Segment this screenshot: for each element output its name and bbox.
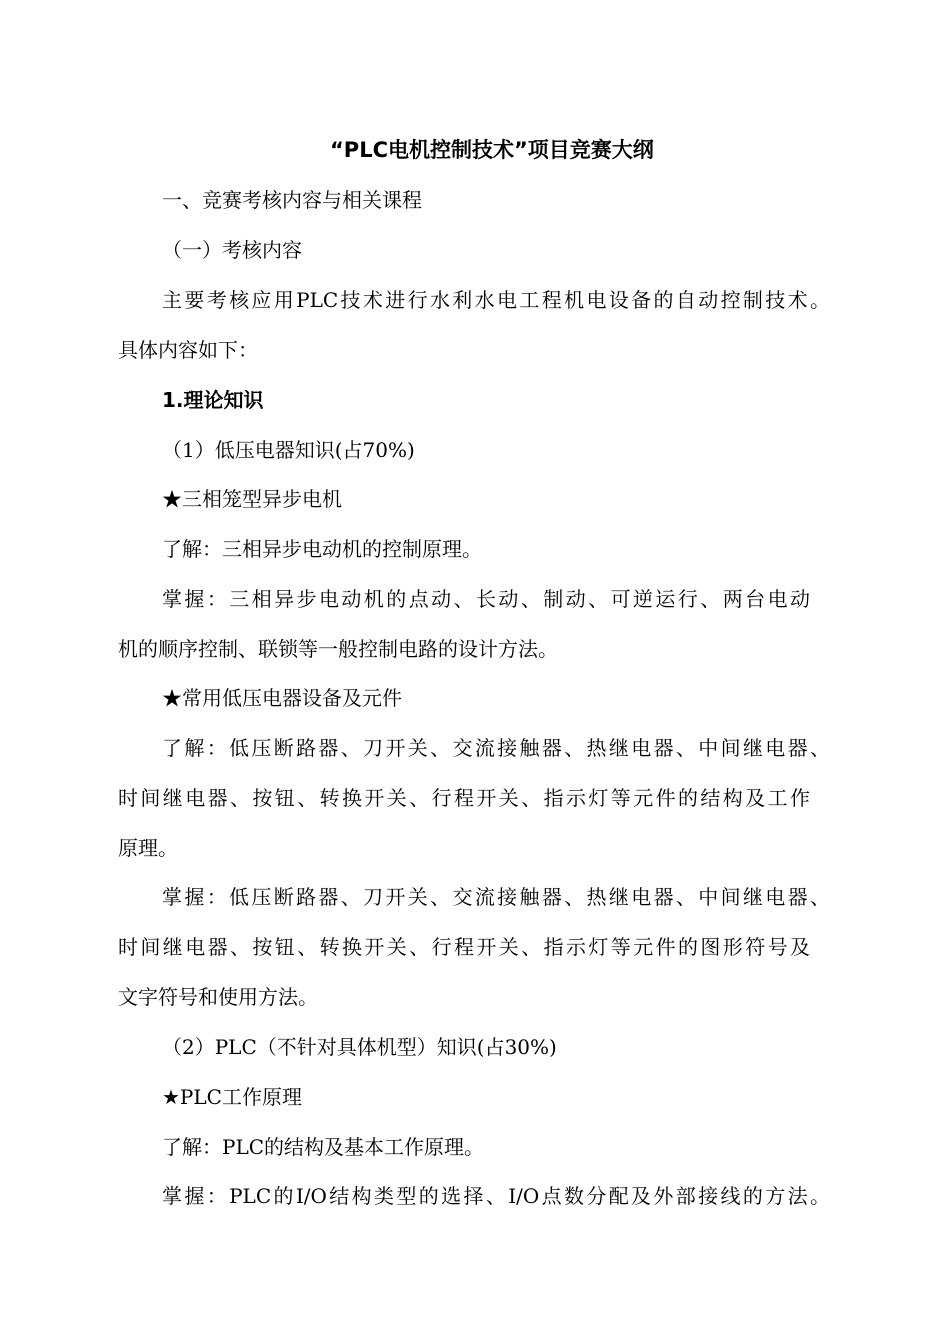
paragraph-line: 文字符号和使用方法。 [118,985,318,1009]
section-heading: 一、竞赛考核内容与相关课程 [162,188,422,212]
paragraph-line: 掌握：低压断路器、刀开关、交流接触器、热继电器、中间继电器、 [162,885,830,909]
paragraph-line: 主要考核应用PLC技术进行水利水电工程机电设备的自动控制技术。 [162,288,830,312]
paragraph-line: 了解：低压断路器、刀开关、交流接触器、热继电器、中间继电器、 [162,736,830,760]
paragraph-line: 掌握：PLC的I/O结构类型的选择、I/O点数分配及外部接线的方法。 [162,1184,830,1208]
document-title: “PLC电机控制技术”项目竞赛大纲 [330,138,654,162]
subsection-heading: （2）PLC（不针对具体机型）知识(占30%) [162,1035,557,1059]
star-item: ★三相笼型异步电机 [162,487,342,511]
paragraph-line: 机的顺序控制、联锁等一般控制电路的设计方法。 [118,637,558,661]
paragraph-line: 了解：三相异步电动机的控制原理。 [162,537,482,561]
paragraph-line: 原理。 [118,836,178,860]
paragraph-line: 时间继电器、按钮、转换开关、行程开关、指示灯等元件的图形符号及 [118,935,810,959]
paragraph-line: 具体内容如下： [118,338,258,362]
paragraph-line: 时间继电器、按钮、转换开关、行程开关、指示灯等元件的结构及工作 [118,786,810,810]
paragraph-line: 了解：PLC的结构及基本工作原理。 [162,1135,485,1159]
subsection-heading: 1.理论知识 [162,388,264,412]
star-item: ★PLC工作原理 [162,1085,302,1109]
subsection-heading: （一）考核内容 [162,238,302,262]
subsection-heading: （1）低压电器知识(占70%) [162,438,415,462]
paragraph-line: 掌握：三相异步电动机的点动、长动、制动、可逆运行、两台电动 [162,587,810,611]
star-item: ★常用低压电器设备及元件 [162,686,402,710]
